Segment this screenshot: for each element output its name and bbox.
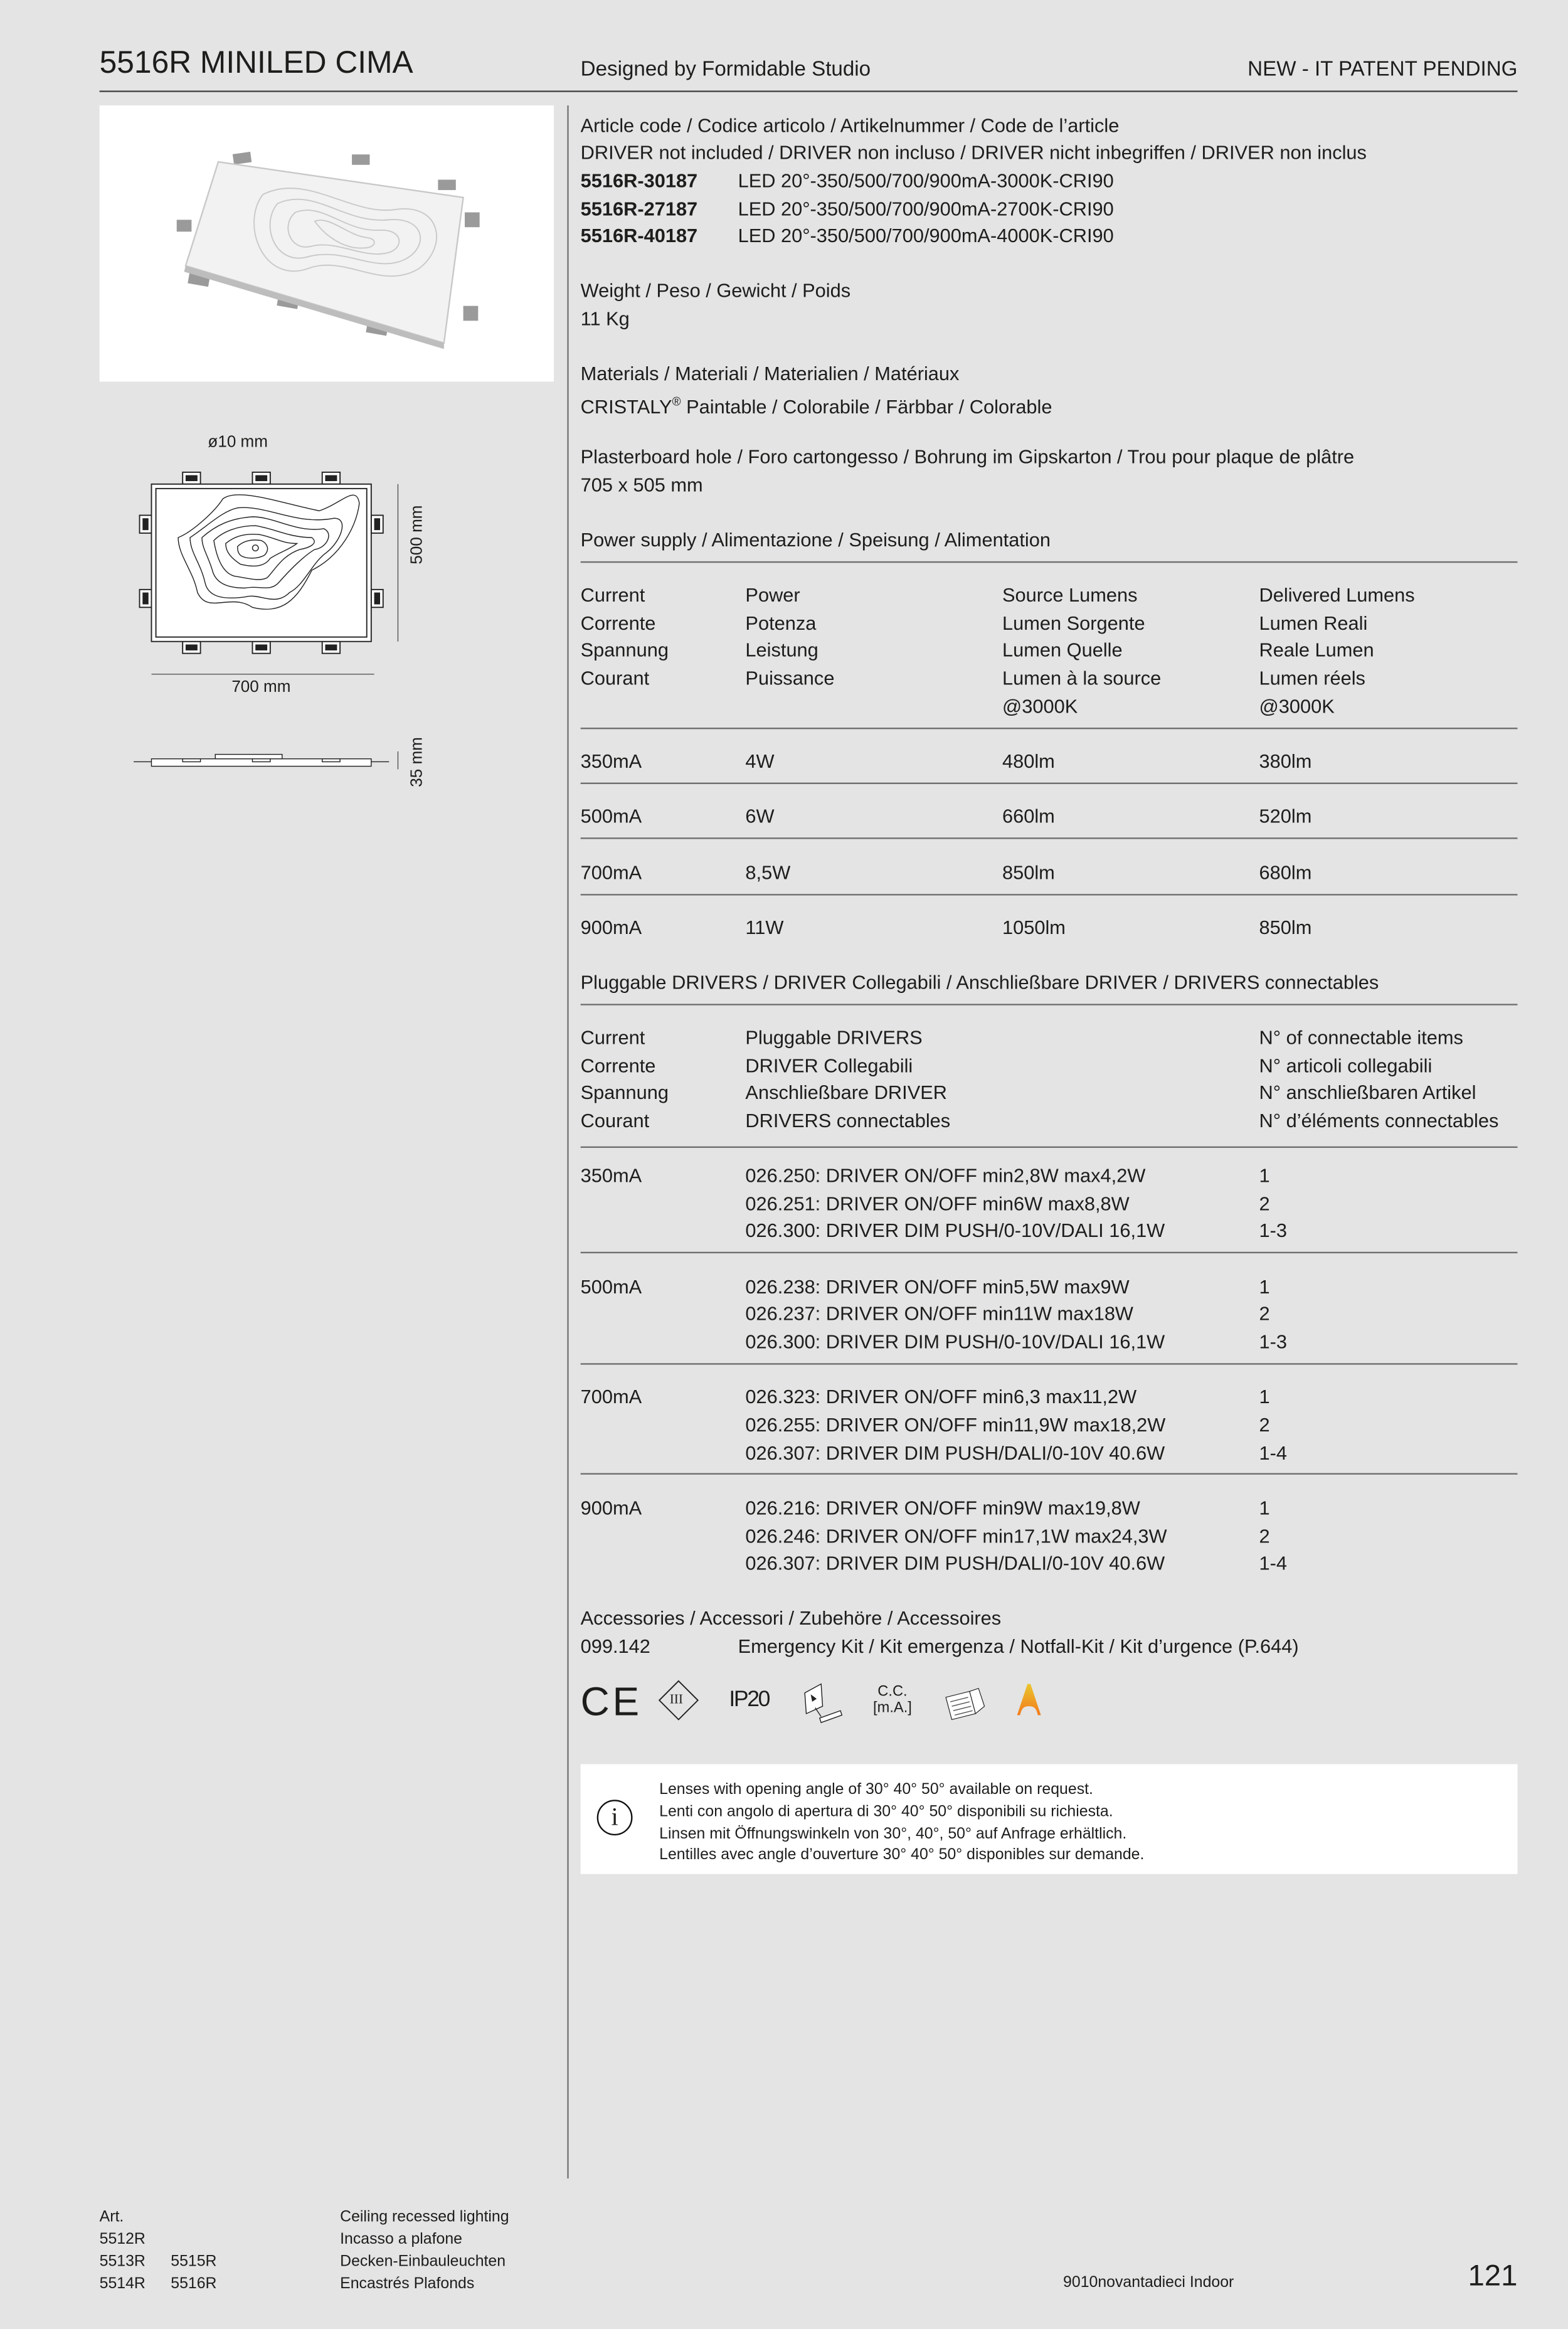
material-finish: Paintable / Colorabile / Färbbar / Colorable (681, 395, 1052, 418)
article-code: 5516R-30187 (580, 169, 698, 192)
footer-category: Incasso a plafone (340, 2230, 463, 2249)
divider (581, 1473, 1518, 1475)
materials-heading: Materials / Materiali / Materialien / Matériaux (580, 362, 960, 385)
divider (581, 1252, 1518, 1253)
power-cell: 900mA (580, 916, 642, 938)
footer-category: Decken-Einbauleuchten (340, 2252, 506, 2271)
power-cell: 660lm (1002, 805, 1055, 828)
driver-count: 1-3 (1259, 1219, 1288, 1243)
drivers-header-cell: N° anschließbaren Artikel (1259, 1081, 1476, 1104)
power-cell: 4W (745, 750, 775, 773)
driver-count: 2 (1259, 1413, 1270, 1436)
info-line: Lenses with opening angle of 30° 40° 50° available on request. (659, 1780, 1093, 1798)
article-code: 5516R-27187 (580, 197, 698, 220)
ma-label: [m.A.] (873, 1700, 912, 1717)
drivers-header-cell: Corrente (580, 1054, 656, 1076)
footer-articles (100, 2207, 217, 2296)
power-heading: Power supply / Alimentazione / Speisung / Alimentation (580, 528, 1051, 551)
drivers-header-cell: N° of connectable items (1259, 1026, 1463, 1049)
drivers-heading: Pluggable DRIVERS / DRIVER Collegabili / Anschließbare DRIVER / DRIVERS connectables (580, 971, 1379, 994)
info-text (659, 1779, 1144, 1867)
power-header-cell: Lumen à la source (1002, 667, 1162, 689)
power-cell: 500mA (580, 805, 642, 828)
driver-count: 1 (1259, 1164, 1270, 1187)
column-divider (567, 105, 568, 2178)
drivers-header-cell: Current (580, 1026, 645, 1049)
power-header-cell: Source Lumens (1002, 583, 1138, 606)
power-header-cell: Leistung (745, 639, 818, 662)
info-box (581, 1764, 1518, 1874)
power-cell: 480lm (1002, 750, 1055, 773)
power-header-cell: Puissance (745, 667, 835, 689)
power-cell: 380lm (1259, 750, 1312, 773)
power-cell: 680lm (1259, 861, 1312, 883)
driver-item: 026.237: DRIVER ON/OFF min11W max18W (745, 1302, 1133, 1325)
hole-value: 705 x 505 mm (580, 474, 703, 496)
driver-item: 026.307: DRIVER DIM PUSH/DALI/0-10V 40.6W (745, 1441, 1165, 1464)
footer-categories (340, 2207, 509, 2296)
header-divider (100, 90, 1518, 92)
power-header-cell: Current (580, 583, 645, 606)
driver-count: 1 (1259, 1496, 1270, 1519)
driver-current: 350mA (580, 1164, 642, 1187)
driver-count: 2 (1259, 1192, 1270, 1214)
driver-count: 1-4 (1259, 1441, 1288, 1464)
divider (581, 1147, 1518, 1148)
drivers-header-cell: Spannung (580, 1081, 669, 1104)
drivers-header-cell: Anschließbare DRIVER (745, 1081, 947, 1104)
power-header-cell: Delivered Lumens (1259, 583, 1415, 606)
width-dimension: 700 mm (231, 678, 291, 697)
driver-current: 700mA (580, 1386, 642, 1408)
page-number: 121 (1468, 2260, 1518, 2293)
power-cell: 520lm (1259, 805, 1312, 828)
power-cell: 1050lm (1002, 916, 1066, 938)
designer: Designed by Formidable Studio (580, 56, 871, 80)
power-header-cell: Potenza (745, 611, 817, 634)
instructions-icon (943, 1685, 987, 1726)
driver-item: 026.307: DRIVER DIM PUSH/DALI/0-10V 40.6W (745, 1552, 1165, 1574)
drivers-header-cell: N° d’éléments connectables (1259, 1109, 1499, 1132)
power-cell: 8,5W (745, 861, 791, 883)
footer-model-row (100, 2273, 217, 2296)
material-brand: CRISTALY (580, 395, 672, 418)
article-code: 5516R-40187 (580, 225, 698, 247)
info-icon: i (597, 1800, 633, 1835)
drivers-header-cell: DRIVER Collegabili (745, 1054, 913, 1076)
driver-item: 026.300: DRIVER DIM PUSH/0-10V/DALI 16,1W (745, 1219, 1165, 1243)
divider (581, 893, 1518, 894)
footer-category: Ceiling recessed lighting (340, 2208, 509, 2226)
driver-count: 1 (1259, 1275, 1270, 1298)
driver-item: 026.250: DRIVER ON/OFF min2,8W max4,2W (745, 1164, 1146, 1187)
power-cell: 850lm (1002, 861, 1055, 883)
depth-dimension: 35 mm (408, 737, 426, 787)
power-header-cell: @3000K (1002, 694, 1078, 717)
accessory-desc: Emergency Kit / Kit emergenza / Notfall-Kit / Kit d’urgence (P.644) (738, 1635, 1299, 1658)
driver-count: 2 (1259, 1302, 1270, 1325)
technical-drawing (134, 466, 430, 763)
info-line: Lentilles avec angle d’ouverture 30° 40° 50° disponibles sur demande. (659, 1846, 1145, 1865)
footer-category: Encastrés Plafonds (340, 2274, 475, 2293)
power-header-cell: Lumen Quelle (1002, 639, 1123, 662)
hole-diameter-label: ø10 mm (208, 433, 268, 452)
weight-heading: Weight / Peso / Gewicht / Poids (580, 279, 851, 302)
drivers-header-cell: N° articoli collegabili (1259, 1054, 1433, 1076)
driver-item: 026.238: DRIVER ON/OFF min5,5W max9W (745, 1275, 1130, 1298)
status-label: NEW - IT PATENT PENDING (1248, 56, 1518, 80)
driver-count: 1-3 (1259, 1330, 1288, 1353)
article-description: LED 20°-350/500/700/900mA-2700K-CRI90 (738, 197, 1114, 220)
ce-mark-icon: CE (580, 1679, 642, 1724)
power-header-cell: Corrente (580, 611, 656, 634)
flame-icon (1013, 1682, 1046, 1722)
footer-model: 5513R (99, 2252, 146, 2271)
driver-item: 026.216: DRIVER ON/OFF min9W max19,8W (745, 1496, 1140, 1519)
remote-driver-icon (802, 1682, 846, 1728)
height-dimension: 500 mm (408, 505, 426, 565)
driver-item: 026.300: DRIVER DIM PUSH/0-10V/DALI 16,1W (745, 1330, 1165, 1353)
driver-note: DRIVER not included / DRIVER non incluso / DRIVER nicht inbegriffen / DRIVER non inclus (580, 141, 1367, 164)
driver-item: 026.246: DRIVER ON/OFF min17,1W max24,3W (745, 1524, 1167, 1547)
footer-model-row (100, 2229, 217, 2251)
power-header-cell: Lumen réels (1259, 667, 1365, 689)
power-header-cell: Lumen Reali (1259, 611, 1368, 634)
info-line: Lenti con angolo di apertura di 30° 40° 50° disponibili su richiesta. (659, 1802, 1113, 1820)
driver-count: 1 (1259, 1386, 1270, 1408)
divider (581, 783, 1518, 784)
footer-art-label: Art. (99, 2208, 124, 2226)
divider (581, 561, 1518, 563)
constant-current-icon (873, 1684, 912, 1717)
footer-model: 5516R (171, 2274, 217, 2293)
article-description: LED 20°-350/500/700/900mA-3000K-CRI90 (738, 169, 1114, 192)
driver-item: 026.255: DRIVER ON/OFF min11,9W max18,2W (745, 1413, 1166, 1436)
registered-mark: ® (672, 395, 681, 409)
driver-count: 1-4 (1259, 1552, 1288, 1574)
power-header-cell: @3000K (1259, 694, 1335, 717)
footer-model-row (100, 2251, 217, 2274)
class-iii-label: III (669, 1691, 684, 1707)
hole-heading: Plasterboard hole / Foro cartongesso / Bohrung im Gipskarton / Trou pour plaque de plâtre (580, 445, 1355, 468)
footer-brand: 9010novantadieci Indoor (1063, 2273, 1234, 2291)
page-title: 5516R MINILED CIMA (99, 46, 413, 80)
weight-value: 11 Kg (580, 307, 630, 330)
drivers-header-cell: Pluggable DRIVERS (745, 1026, 923, 1049)
power-header-cell: Reale Lumen (1259, 639, 1374, 662)
driver-current: 500mA (580, 1275, 642, 1298)
footer-model: 5515R (171, 2252, 217, 2271)
power-header-cell: Courant (580, 667, 650, 689)
drivers-header-cell: Courant (580, 1109, 650, 1132)
driver-count: 2 (1259, 1524, 1270, 1547)
power-header-cell: Power (745, 583, 800, 606)
article-heading: Article code / Codice articolo / Artikelnummer / Code de l’article (580, 114, 1120, 137)
driver-item: 026.323: DRIVER ON/OFF min6,3 max11,2W (745, 1386, 1137, 1408)
driver-current: 900mA (580, 1496, 642, 1519)
article-description: LED 20°-350/500/700/900mA-4000K-CRI90 (738, 225, 1114, 247)
ip20-icon: IP20 (729, 1687, 769, 1712)
divider (581, 838, 1518, 839)
accessory-code: 099.142 (580, 1635, 650, 1658)
divider (581, 728, 1518, 729)
power-header-cell: Spannung (580, 639, 669, 662)
product-photo (100, 105, 554, 381)
drivers-header-cell: DRIVERS connectables (745, 1109, 951, 1132)
accessories-heading: Accessories / Accessori / Zubehöre / Accessoires (580, 1606, 1002, 1630)
power-cell: 350mA (580, 750, 642, 773)
power-cell: 700mA (580, 861, 642, 883)
materials-value (581, 389, 1052, 422)
class-iii-icon (658, 1680, 699, 1721)
footer-model: 5512R (99, 2230, 146, 2249)
footer-model: 5514R (99, 2274, 146, 2293)
divider (581, 1004, 1518, 1005)
info-line: Linsen mit Öffnungswinkeln von 30°, 40°, 50° auf Anfrage erhältlich. (659, 1824, 1127, 1842)
power-cell: 850lm (1259, 916, 1312, 938)
divider (581, 1362, 1518, 1364)
cc-label: C.C. (877, 1684, 908, 1700)
power-cell: 6W (745, 805, 775, 828)
driver-item: 026.251: DRIVER ON/OFF min6W max8,8W (745, 1192, 1130, 1214)
power-header-cell: Lumen Sorgente (1002, 611, 1145, 634)
power-cell: 11W (745, 916, 784, 938)
